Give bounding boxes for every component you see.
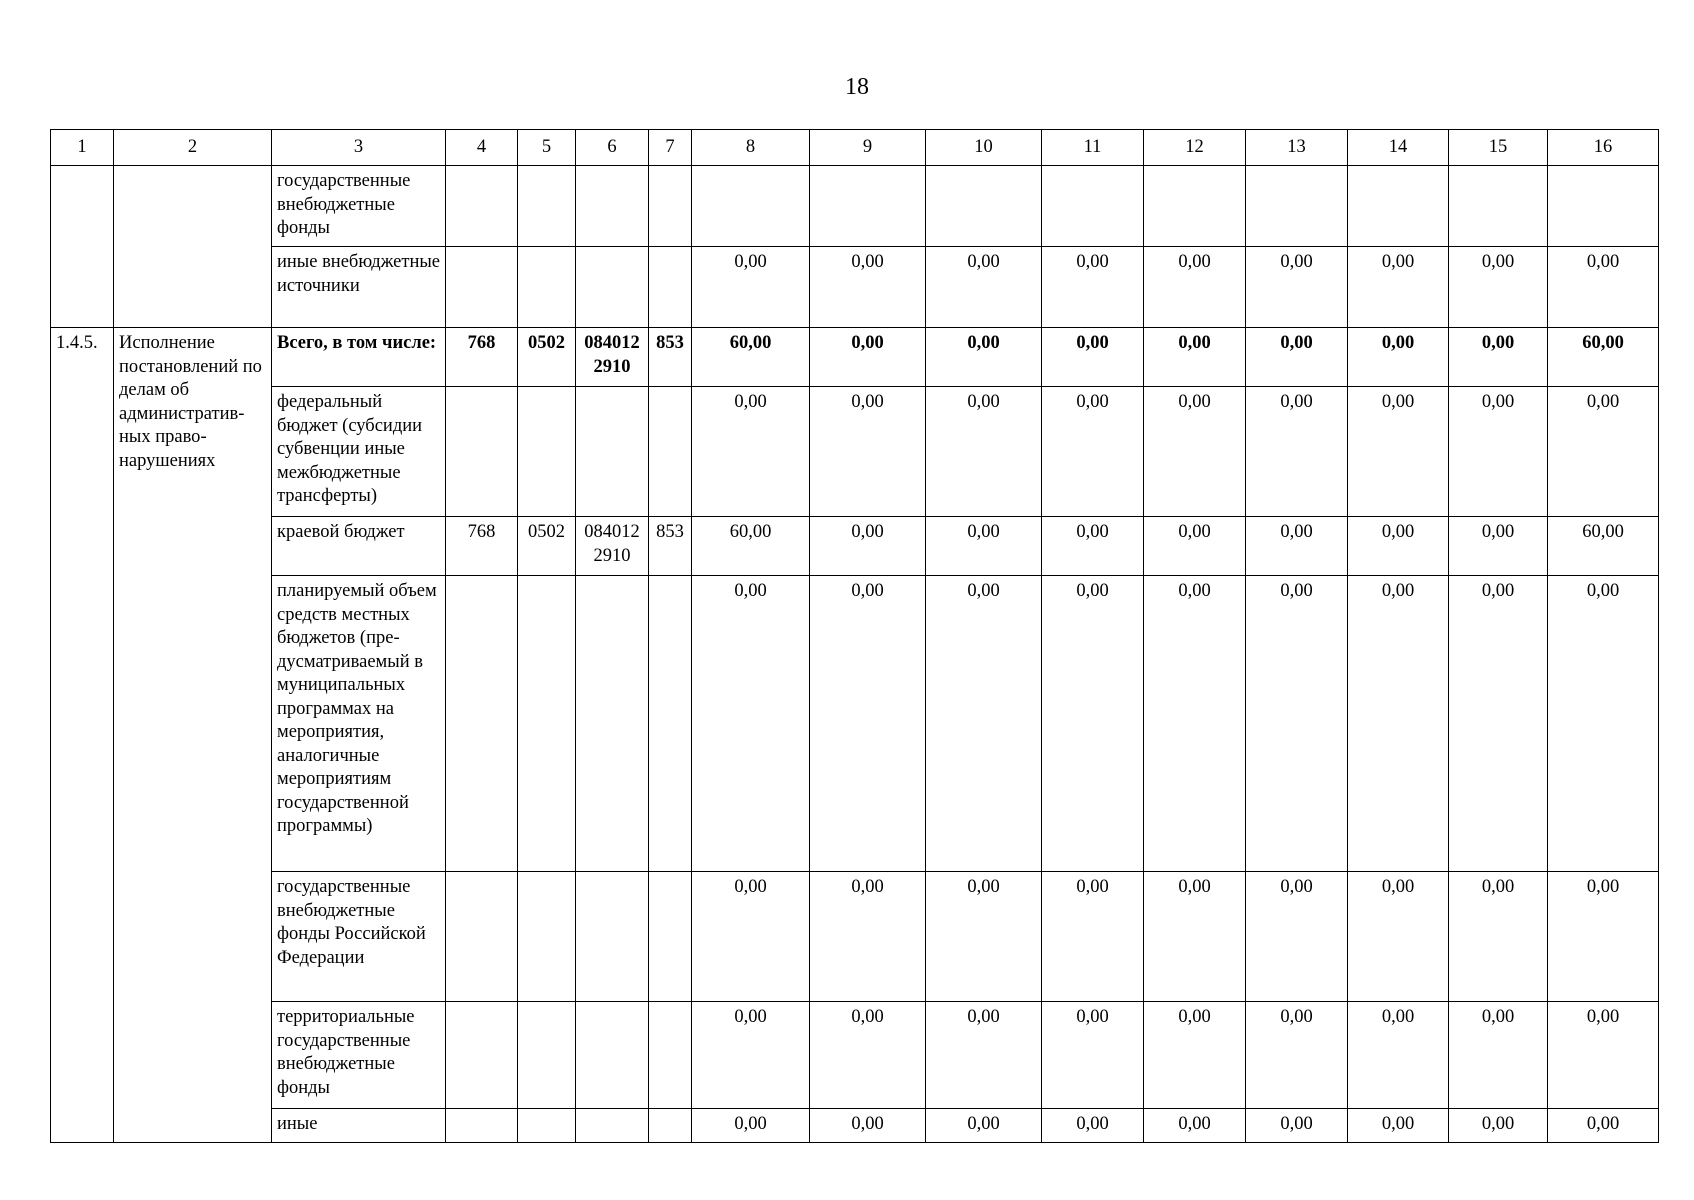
value-cell — [926, 166, 1042, 247]
code-cell — [446, 1109, 518, 1143]
value-cell: 0,00 — [1042, 576, 1144, 872]
value-cell — [1144, 166, 1246, 247]
funding-source-label: государственные внебюджетные фонды — [272, 166, 446, 247]
code-cell — [576, 576, 649, 872]
code-cell — [649, 166, 692, 247]
column-header: 16 — [1548, 130, 1659, 166]
code-cell — [649, 872, 692, 1002]
value-cell: 0,00 — [1449, 1002, 1548, 1109]
value-cell: 0,00 — [926, 517, 1042, 576]
value-cell: 0,00 — [692, 387, 810, 517]
value-cell: 0,00 — [1548, 247, 1659, 328]
column-header: 14 — [1348, 130, 1449, 166]
value-cell: 0,00 — [692, 1002, 810, 1109]
code-cell — [446, 1002, 518, 1109]
value-cell: 0,00 — [1449, 328, 1548, 387]
value-cell: 0,00 — [1246, 328, 1348, 387]
value-cell: 0,00 — [1042, 1109, 1144, 1143]
code-cell — [649, 576, 692, 872]
funding-source-label: федеральный бюджет (субсидии субвенции иные межбюджетные трансферты) — [272, 387, 446, 517]
value-cell: 0,00 — [926, 1002, 1042, 1109]
value-cell: 0,00 — [926, 872, 1042, 1002]
funding-source-label: государственные внебюджетные фонды Российской Федерации — [272, 872, 446, 1002]
funding-source-label: планируемый объем средств местных бюджетов (предусматриваемый в муниципальных программах на мероприятия, аналогичные мероприятиям государственной программы) — [272, 576, 446, 872]
value-cell — [692, 166, 810, 247]
budget-table — [50, 129, 1659, 1143]
code-cell — [576, 1002, 649, 1109]
value-cell: 0,00 — [1144, 1002, 1246, 1109]
code-cell — [518, 166, 576, 247]
column-header: 4 — [446, 130, 518, 166]
column-header: 2 — [114, 130, 272, 166]
value-cell: 0,00 — [1449, 247, 1548, 328]
value-cell: 0,00 — [1042, 387, 1144, 517]
value-cell — [1246, 166, 1348, 247]
value-cell: 0,00 — [1144, 247, 1246, 328]
code-cell — [649, 1002, 692, 1109]
item-name: Исполнение постановлений по делам об административных правонарушениях — [114, 328, 272, 1143]
value-cell: 0,00 — [926, 387, 1042, 517]
table-row — [51, 576, 1659, 872]
value-cell: 0,00 — [1348, 387, 1449, 517]
value-cell — [1548, 166, 1659, 247]
value-cell: 60,00 — [692, 328, 810, 387]
code-cell — [649, 387, 692, 517]
table-row — [51, 247, 1659, 328]
value-cell: 0,00 — [810, 247, 926, 328]
value-cell: 0,00 — [1042, 517, 1144, 576]
value-cell — [1449, 166, 1548, 247]
value-cell: 0,00 — [810, 872, 926, 1002]
value-cell: 0,00 — [1144, 872, 1246, 1002]
value-cell: 0,00 — [1144, 1109, 1246, 1143]
value-cell: 0,00 — [1449, 872, 1548, 1002]
table-row — [51, 517, 1659, 576]
value-cell: 0,00 — [1042, 872, 1144, 1002]
value-cell: 0,00 — [1548, 576, 1659, 872]
column-header: 12 — [1144, 130, 1246, 166]
value-cell: 0,00 — [810, 1109, 926, 1143]
value-cell: 0,00 — [810, 517, 926, 576]
value-cell: 0,00 — [1348, 1109, 1449, 1143]
code-cell — [446, 387, 518, 517]
table-row — [51, 1002, 1659, 1109]
value-cell: 60,00 — [692, 517, 810, 576]
column-header: 5 — [518, 130, 576, 166]
value-cell: 0,00 — [926, 247, 1042, 328]
column-header: 10 — [926, 130, 1042, 166]
value-cell: 0,00 — [810, 576, 926, 872]
value-cell: 0,00 — [1144, 576, 1246, 872]
column-header: 15 — [1449, 130, 1548, 166]
table-row — [51, 1109, 1659, 1143]
code-cell — [518, 387, 576, 517]
value-cell — [1042, 166, 1144, 247]
column-header: 3 — [272, 130, 446, 166]
value-cell: 0,00 — [1246, 517, 1348, 576]
code-cell — [576, 247, 649, 328]
value-cell — [810, 166, 926, 247]
code-cell — [576, 166, 649, 247]
value-cell: 0,00 — [1348, 872, 1449, 1002]
column-header: 7 — [649, 130, 692, 166]
table-row — [51, 166, 1659, 247]
code-cell — [446, 247, 518, 328]
value-cell: 0,00 — [810, 387, 926, 517]
code-cell: 768 — [446, 517, 518, 576]
item-number-cell-continued — [51, 166, 114, 328]
code-cell — [576, 387, 649, 517]
value-cell: 0,00 — [1348, 576, 1449, 872]
value-cell: 0,00 — [692, 872, 810, 1002]
item-name-cell-continued — [114, 166, 272, 328]
value-cell: 0,00 — [692, 247, 810, 328]
value-cell: 60,00 — [1548, 328, 1659, 387]
page-number: 18 — [845, 74, 869, 100]
funding-source-label: Всего, в том числе: — [272, 328, 446, 387]
value-cell: 0,00 — [1042, 328, 1144, 387]
code-cell: 0840122910 — [576, 328, 649, 387]
code-cell — [518, 1109, 576, 1143]
code-cell — [649, 247, 692, 328]
code-cell: 0840122910 — [576, 517, 649, 576]
value-cell: 0,00 — [1548, 872, 1659, 1002]
value-cell: 0,00 — [1449, 517, 1548, 576]
value-cell: 0,00 — [1348, 517, 1449, 576]
column-header: 9 — [810, 130, 926, 166]
value-cell: 0,00 — [1144, 387, 1246, 517]
value-cell: 0,00 — [1449, 1109, 1548, 1143]
code-cell — [576, 872, 649, 1002]
code-cell: 768 — [446, 328, 518, 387]
value-cell: 0,00 — [1144, 328, 1246, 387]
funding-source-label: краевой бюджет — [272, 517, 446, 576]
value-cell: 0,00 — [810, 328, 926, 387]
code-cell — [518, 872, 576, 1002]
value-cell: 0,00 — [1348, 1002, 1449, 1109]
value-cell: 0,00 — [926, 1109, 1042, 1143]
value-cell: 0,00 — [1246, 387, 1348, 517]
value-cell: 0,00 — [1246, 1002, 1348, 1109]
column-header: 11 — [1042, 130, 1144, 166]
value-cell: 0,00 — [926, 328, 1042, 387]
code-cell — [518, 1002, 576, 1109]
code-cell — [446, 872, 518, 1002]
column-header: 6 — [576, 130, 649, 166]
table-header-row — [51, 130, 1659, 166]
funding-source-label: территориальные государственные внебюджетные фонды — [272, 1002, 446, 1109]
table-row-total — [51, 328, 1659, 387]
value-cell: 0,00 — [926, 576, 1042, 872]
value-cell: 0,00 — [1246, 1109, 1348, 1143]
value-cell: 0,00 — [1348, 328, 1449, 387]
value-cell: 0,00 — [1144, 517, 1246, 576]
code-cell — [518, 576, 576, 872]
value-cell — [1348, 166, 1449, 247]
code-cell: 0502 — [518, 517, 576, 576]
value-cell: 0,00 — [810, 1002, 926, 1109]
value-cell: 0,00 — [1449, 387, 1548, 517]
value-cell: 0,00 — [1548, 1002, 1659, 1109]
code-cell: 853 — [649, 517, 692, 576]
table-row — [51, 872, 1659, 1002]
column-header: 1 — [51, 130, 114, 166]
value-cell: 60,00 — [1548, 517, 1659, 576]
value-cell: 0,00 — [1042, 1002, 1144, 1109]
code-cell — [446, 576, 518, 872]
value-cell: 0,00 — [1246, 247, 1348, 328]
value-cell: 0,00 — [1449, 576, 1548, 872]
value-cell: 0,00 — [1246, 872, 1348, 1002]
value-cell: 0,00 — [1348, 247, 1449, 328]
value-cell: 0,00 — [1042, 247, 1144, 328]
value-cell: 0,00 — [1548, 1109, 1659, 1143]
code-cell: 0502 — [518, 328, 576, 387]
value-cell: 0,00 — [692, 1109, 810, 1143]
value-cell: 0,00 — [692, 576, 810, 872]
column-header: 13 — [1246, 130, 1348, 166]
funding-source-label: иные — [272, 1109, 446, 1143]
item-number: 1.4.5. — [51, 328, 114, 1143]
table-row — [51, 387, 1659, 517]
value-cell: 0,00 — [1548, 387, 1659, 517]
funding-source-label: иные внебюджетные источники — [272, 247, 446, 328]
code-cell — [649, 1109, 692, 1143]
value-cell: 0,00 — [1246, 576, 1348, 872]
code-cell — [576, 1109, 649, 1143]
code-cell: 853 — [649, 328, 692, 387]
code-cell — [518, 247, 576, 328]
code-cell — [446, 166, 518, 247]
column-header: 8 — [692, 130, 810, 166]
